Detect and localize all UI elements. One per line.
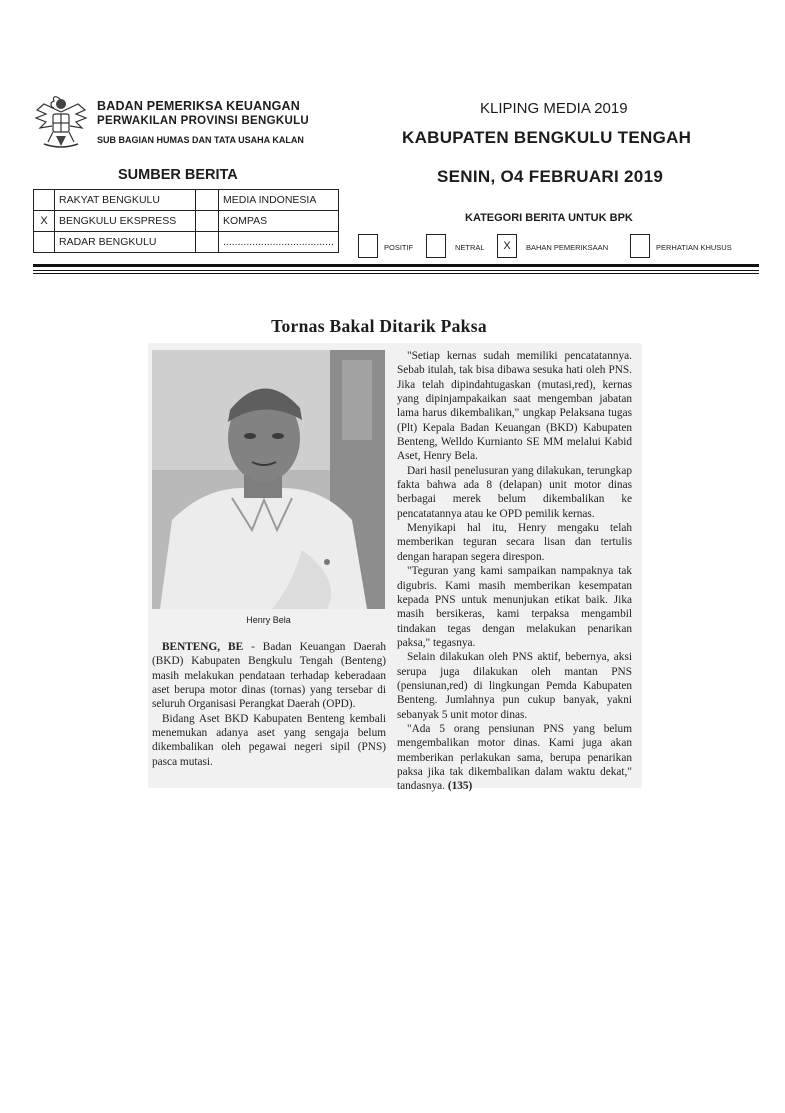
divider — [33, 270, 759, 271]
divider — [33, 264, 759, 267]
article-text: - Badan Keuangan Daerah (BKD) Kabupaten Bengkulu Tengah (Benteng) masih melakukan pendataan terhadap keberadaan aset berupa motor dinas (tornas) yang tersebar di seluruh Organisasi Perangkat Daerah (OPD). — [152, 641, 386, 711]
article-paragraph: Menyikapi hal itu, Henry mengaku telah memberikan teguran secara lisan dan tertulis dengan harapan segera direspon. — [397, 522, 632, 563]
source-mark[interactable] — [196, 190, 219, 211]
source-name: RADAR BENGKULU — [55, 232, 196, 253]
article-paragraph — [397, 722, 632, 794]
kliping-title: KLIPING MEDIA 2019 — [480, 100, 628, 117]
date-title: SENIN, O4 FEBRUARI 2019 — [437, 167, 664, 186]
category-label: NETRAL — [455, 243, 485, 252]
source-name: KOMPAS — [219, 211, 339, 232]
source-mark[interactable] — [34, 232, 55, 253]
article-column-left — [152, 640, 386, 769]
source-name: MEDIA INDONESIA — [219, 190, 339, 211]
article-paragraph: Selain dilakukan oleh PNS aktif, bebernya, aksi serupa juga dilakukan oleh mantan PNS (pensiunan,red) di lingkungan Pemda Kabupaten Benteng. Jumlahnya pun cukup banyak, yakni sebanyak 5 unit motor dinas. — [397, 651, 632, 721]
source-name: RAKYAT BENGKULU — [55, 190, 196, 211]
source-mark[interactable] — [196, 211, 219, 232]
article-code: (135) — [447, 780, 473, 793]
article-headline: Tornas Bakal Ditarik Paksa — [271, 316, 487, 336]
org-name: BADAN PEMERIKSA KEUANGAN — [97, 99, 300, 113]
source-mark[interactable] — [34, 190, 55, 211]
kabupaten-title: KABUPATEN BENGKULU TENGAH — [402, 128, 692, 147]
category-title: KATEGORI BERITA UNTUK BPK — [465, 212, 633, 224]
article-paragraph: "Teguran yang kami sampaikan nampaknya tak digubris. Kami masih memberikan kesempatan kepada PNS untuk menunjukan etikat baik. Jika masih bersikeras, kami terpaksa mengambil tindakan tegas dengan melakukan penarikan paksa," tegasnya. — [397, 565, 632, 649]
category-label: BAHAN PEMERIKSAAN — [526, 243, 609, 252]
category-label: PERHATIAN KHUSUS — [656, 243, 732, 252]
category-label: POSITIF — [384, 243, 414, 252]
source-row — [34, 211, 339, 232]
source-name: ...................................... — [219, 232, 339, 253]
category-checkbox-bahan-pemeriksaan[interactable]: X — [497, 234, 517, 258]
category-checkbox-perhatian-khusus[interactable] — [630, 234, 650, 258]
source-title: SUMBER BERITA — [118, 167, 238, 183]
photo-caption: Henry Bela — [246, 615, 291, 625]
category-checkbox-positif[interactable] — [358, 234, 378, 258]
source-mark[interactable]: X — [34, 211, 55, 232]
source-row — [34, 190, 339, 211]
article-paragraph: "Setiap kernas sudah memiliki pencatatannya. Sebab itulah, tak bisa dibawa sesuka hati oleh PNS. Jika telah dipindahtugaskan (mutasi,red), kernas yang dipinjampakaikan saat mengemban jabatan lama harus dikembalikan," ungkap Pelaksana tugas (Plt) Kepala Badan Keuangan (BKD) Kabupaten Benteng, Welldo Kurnianto SE MM melalui Kabid Aset, Henry Bela. — [397, 350, 632, 463]
article-paragraph — [152, 640, 386, 712]
article-text: "Ada 5 orang pensiunan PNS yang belum mengembalikan motor dinas. Kami juga akan memberikan perlakukan sama, berupa penarikan paksa jika tak dikembalikan dalam waktu dekat," tandasnya. — [397, 722, 632, 793]
source-table — [33, 189, 339, 253]
category-checkbox-netral[interactable] — [426, 234, 446, 258]
article-paragraph: Bidang Aset BKD Kabupaten Benteng kembali menemukan adanya aset yang sengaja belum dikembalikan oleh pegawai negeri sipil (PNS) pasca mutasi. — [152, 712, 386, 768]
org-subdivision: SUB BAGIAN HUMAS DAN TATA USAHA KALAN — [97, 135, 304, 145]
source-name: BENGKULU EKSPRESS — [55, 211, 196, 232]
article-paragraph: Dari hasil penelusuran yang dilakukan, terungkap fakta bahwa ada 8 (delapan) unit motor dinas berbagai merek belum dikembalikan ke pencatatannya atau ke OPD pemilik kernas. — [397, 464, 632, 520]
article-photo — [152, 350, 385, 609]
article-column-right — [397, 349, 632, 794]
garuda-emblem-icon — [32, 92, 90, 152]
divider — [33, 273, 759, 274]
source-mark[interactable] — [196, 232, 219, 253]
article-dateline: BENTENG, BE — [162, 641, 244, 653]
org-branch: PERWAKILAN PROVINSI BENGKULU — [97, 115, 310, 127]
source-row — [34, 232, 339, 253]
